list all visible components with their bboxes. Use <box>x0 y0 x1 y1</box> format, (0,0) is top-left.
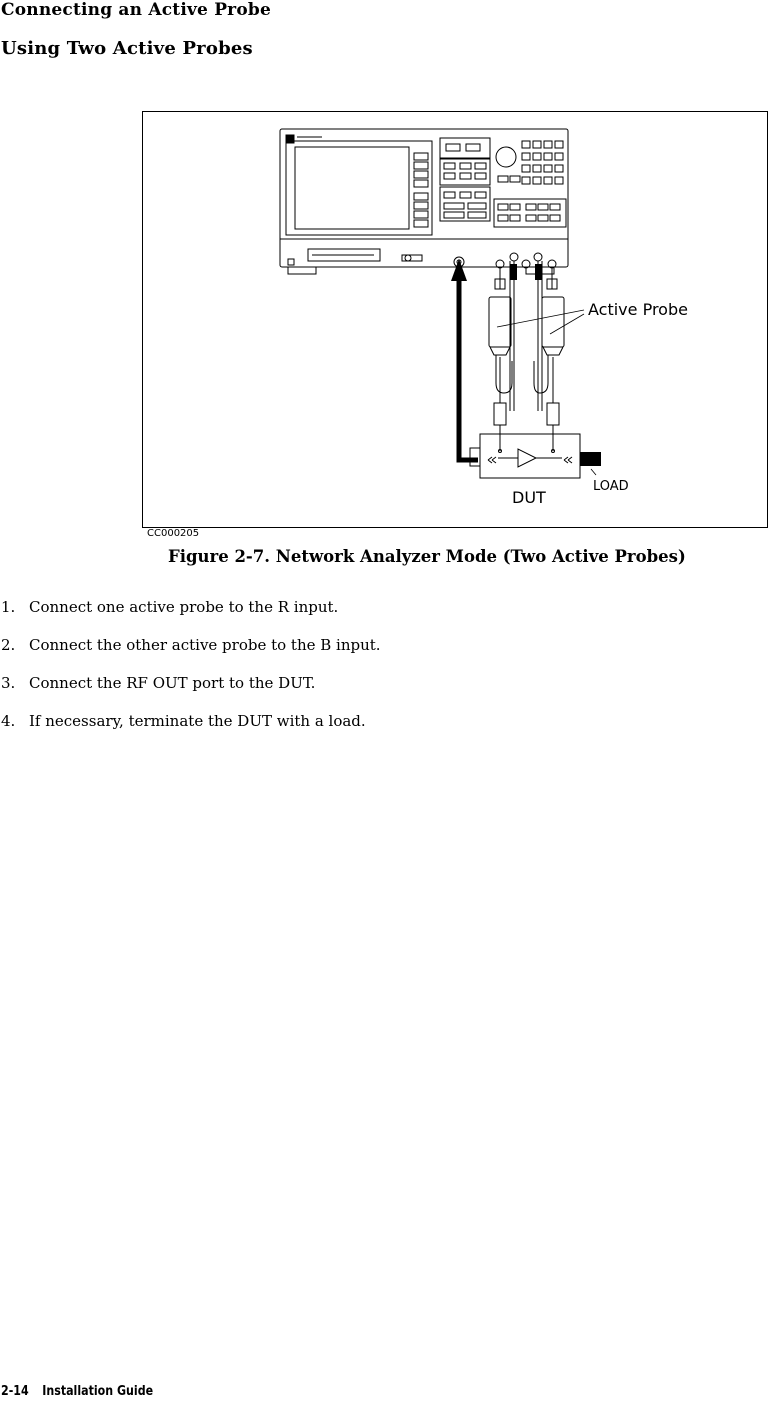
softkeys <box>414 153 428 227</box>
network-analyzer-instrument <box>280 129 568 274</box>
dut-box <box>470 434 580 478</box>
step-item <box>0 674 381 712</box>
active-probe-label: Active Probe <box>588 300 688 319</box>
active-probe-left <box>489 261 514 451</box>
dut-label: DUT <box>512 488 546 507</box>
load-leader-line <box>591 469 596 475</box>
step-number: 3. <box>1 674 16 692</box>
step-text: If necessary, terminate the DUT with a load. <box>29 712 366 730</box>
load-label: LOAD <box>593 479 629 494</box>
figure-code: CC000205 <box>147 528 200 539</box>
b-input-port <box>534 253 542 261</box>
hp-logo-icon <box>286 135 294 143</box>
rotary-knob-icon <box>496 147 516 167</box>
rf-out-cable <box>451 259 478 460</box>
network-analyzer-diagram <box>142 111 769 529</box>
instruction-steps <box>0 598 381 750</box>
step-item <box>0 712 381 750</box>
power-switch <box>288 259 294 265</box>
step-number: 1. <box>1 598 16 616</box>
step-item <box>0 598 381 636</box>
step-item <box>0 636 381 674</box>
step-text: Connect one active probe to the R input. <box>29 598 339 616</box>
active-probe-right <box>534 261 564 451</box>
r-input-port <box>510 253 518 261</box>
step-text: Connect the RF OUT port to the DUT. <box>29 674 316 692</box>
figure-caption: Figure 2-7. Network Analyzer Mode (Two Active Probes) <box>168 547 686 566</box>
step-text: Connect the other active probe to the B input. <box>29 636 381 654</box>
display-screen <box>295 147 409 229</box>
section-heading: Connecting an Active Probe <box>1 0 271 20</box>
step-number: 2. <box>1 636 16 654</box>
page-footer <box>1 1384 153 1399</box>
step-number: 4. <box>1 712 16 730</box>
document-title: Installation Guide <box>42 1384 154 1399</box>
load-block <box>580 452 601 466</box>
subsection-heading: Using Two Active Probes <box>1 38 253 59</box>
page-number: 2-14 <box>1 1384 29 1399</box>
